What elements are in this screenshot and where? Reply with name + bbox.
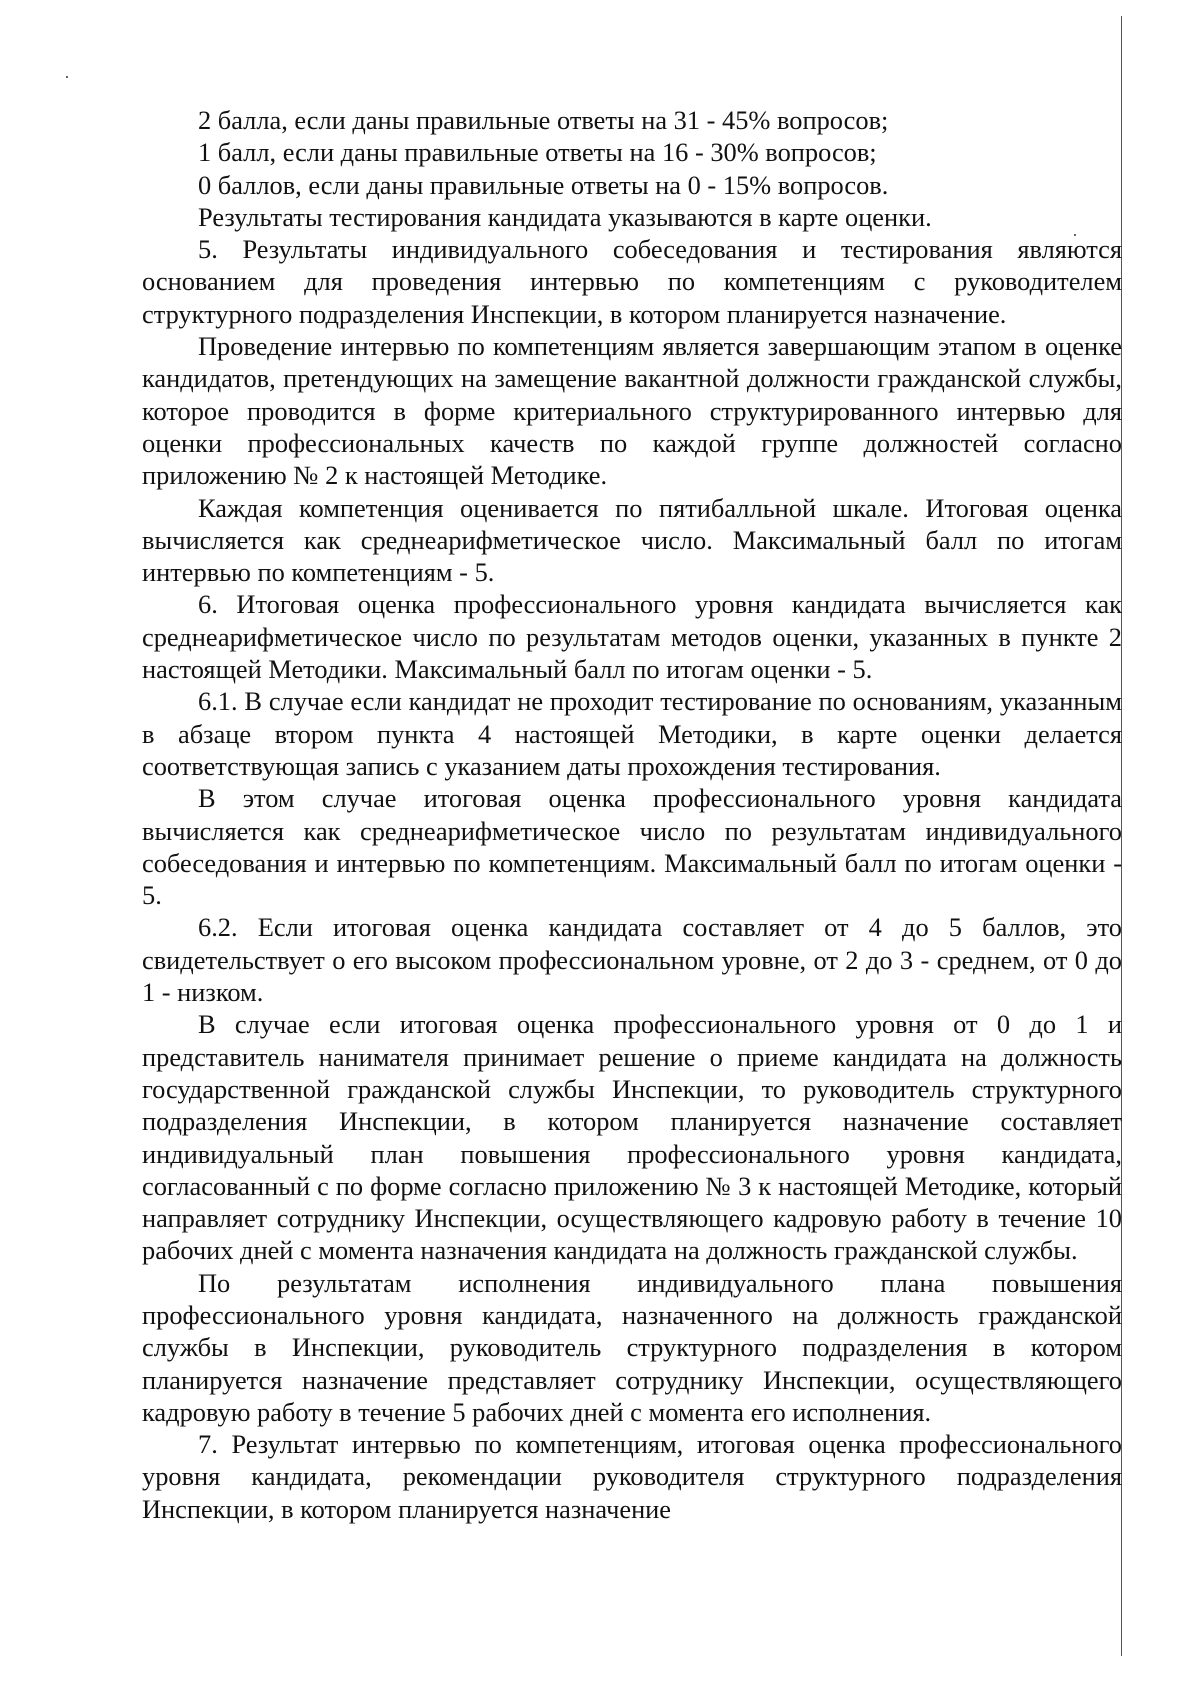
paragraph-score-0: 0 баллов, если даны правильные ответы на 0 - 15% вопросов. [198,169,889,200]
paragraph-interview-stage: Проведение интервью по компетенциям является завершающим этапом в оценке кандидатов, претендующих на замещение вакантной должности гражданской службы, которое проводится в форме критериального структурированного интервью для оценки профессиональных качеств по каждой группе должностей согласно приложению № 2 к настоящей Методике. [142,331,1122,491]
paragraph-competence-scale: Каждая компетенция оценивается по пятибалльной шкале. Итоговая оценка вычисляется как среднеарифметическое число. Максимальный балл по итогам интервью по компетенциям - 5. [142,492,1122,588]
paragraph-score-2: 2 балла, если даны правильные ответы на 31 - 45% вопросов; [198,105,889,135]
scan-speck [66,76,68,78]
paragraph-item-5: 5. Результаты индивидуального собеседования и тестирования являются основанием для проведения интервью по компетенциям с руководителем структурного подразделения Инспекции, в котором планируется назначение. [142,234,1122,329]
paragraph-test-results: Результаты тестирования кандидата указываются в карте оценки. [198,201,932,232]
paragraph-item-6-1: 6.1. В случае если кандидат не проходит тестирование по основаниям, указанным в абзаце втором пункта 4 настоящей Методики, в карте оценки делается соответствующая запись с указанием даты прохождения тестирования. [142,686,1122,781]
paragraph-item-6: 6. Итоговая оценка профессионального уровня кандидата вычисляется как среднеарифметическое число по результатам методов оценки, указанных в пункте 2 настоящей Методики. Максимальный балл по итогам оценки - 5. [142,589,1122,685]
paragraph-plan-results: По результатам исполнения индивидуального плана повышения профессионального уровня кандидата, назначенного на должность гражданской службы в Инспекции, руководитель структурного подразделения в котором планируется назначение представляет сотруднику Инспекции, осуществляющего кадровую работу в течение 5 рабочих дней с момента его исполнения. [142,1267,1122,1427]
paragraph-improvement-plan: В случае если итоговая оценка профессионального уровня от 0 до 1 и представитель нанимателя принимает решение о приеме кандидата на должность государственной гражданской службы Инспекции, то руководитель структурного подразделения Инспекции, в котором планируется назначение составляет индивидуальный план повышения профессионального уровня кандидата, согласованный с по форме согласно приложению № 3 к настоящей Методике, который направляет сотруднику Инспекции, осуществляющего кадровую работу в течение 10 рабочих дней с момента назначения кандидата на должность гражданской службы. [142,1009,1122,1266]
paragraph-item-7: 7. Результат интервью по компетенциям, итоговая оценка профессионального уровня кандидата, рекомендации руководителя структурного подразделения Инспекции, в котором планируется назначение [142,1429,1122,1524]
paragraph-item-6-2: 6.2. Если итоговая оценка кандидата составляет от 4 до 5 баллов, это свидетельствует о его высоком профессиональном уровне, от 2 до 3 - среднем, от 0 до 1 - низком. [142,912,1122,1008]
paragraph-final-score-case: В этом случае итоговая оценка профессионального уровня кандидата вычисляется как среднеарифметическое число по результатам индивидуального собеседования и интервью по компетенциям. Максимальный балл по итогам оценки - 5. [142,783,1122,911]
document-body [142,104,1122,1525]
paragraph-score-1: 1 балл, если даны правильные ответы на 16 - 30% вопросов; [198,137,877,168]
